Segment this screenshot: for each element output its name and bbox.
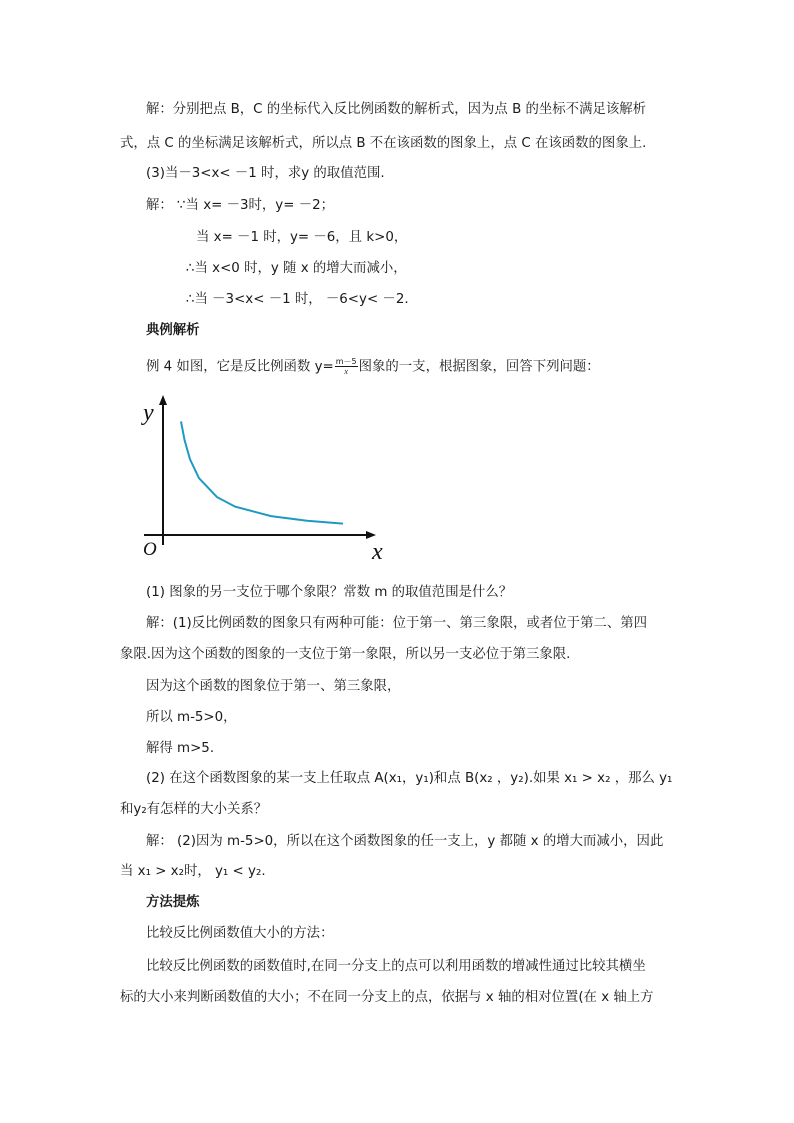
text-line: 象限.因为这个函数的图象的一支位于第一象限，所以另一支必位于第三象限. (120, 647, 571, 662)
text-line: 解： ∵当 x= －3时，y= －2； (146, 198, 334, 213)
text-segment: 例 4 如图，它是反比例函数 y= (146, 359, 334, 375)
fraction-denominator: x (344, 367, 348, 376)
text-line: ∴当 x<0 时，y 随 x 的增大而减小， (186, 261, 407, 276)
hyperbola-graph (140, 395, 400, 570)
text-line: 当 x= －1 时，y= －6，且 k>0， (196, 230, 408, 245)
text-line: 标的大小来判断函数值的大小；不在同一分支上的点，依据与 x 轴的相对位置(在 x 轴上方 (120, 990, 654, 1005)
origin-label: O (143, 539, 157, 560)
text-line: 解： (2)因为 m-5>0，所以在这个函数图象的任一支上，y 都随 x 的增大而减小，因此 (146, 834, 664, 849)
question-2: (2) 在这个函数图象的某一支上任取点 A(x₁，y₁)和点 B(x₂ ，y₂).如果 x₁ > x₂ ，那么 y₁ (146, 771, 673, 786)
question-3: (3)当－3<x< －1 时，求y 的取值范围. (146, 166, 385, 181)
text-line: 解得 m>5. (146, 741, 215, 756)
text-segment: 图象的一支，根据图象，回答下列问题： (358, 359, 600, 375)
text-line: 解：(1)反比例函数的图象只有两种可能：位于第一、第三象限，或者位于第二、第四 (146, 616, 648, 631)
text-line: 比较反比例函数的函数值时,在同一分支上的点可以利用函数的增减性通过比较其横坐 (146, 959, 646, 974)
fraction-numerator: m－5 (335, 357, 357, 366)
text-line: 比较反比例函数值大小的方法： (146, 926, 334, 941)
text-line: 当 x₁ > x₂时， y₁ < y₂. (120, 864, 266, 879)
section-heading: 典例解析 (146, 323, 200, 338)
text-line: ∴当 －3<x< －1 时， －6<y< －2. (186, 292, 409, 307)
question-1: (1) 图象的另一支位于哪个象限？常数 m 的取值范围是什么？ (146, 585, 513, 600)
hyperbola-branch (181, 421, 343, 523)
example-4 (146, 357, 600, 378)
x-axis-label: x (372, 539, 383, 565)
text-line: 式，点 C 的坐标满足该解析式，所以点 B 不在该函数的图象上，点 C 在该函数的图象上. (120, 136, 647, 151)
section-heading: 方法提炼 (146, 895, 200, 910)
text-line: 解：分别把点 B，C 的坐标代入反比例函数的解析式，因为点 B 的坐标不满足该解析 (146, 102, 647, 117)
y-axis-arrow (159, 395, 167, 405)
text-line: 和y₂有怎样的大小关系？ (120, 802, 268, 817)
text-line: 所以 m-5>0， (146, 710, 237, 725)
text-line: 因为这个函数的图象位于第一、第三象限， (146, 679, 401, 694)
fraction (335, 357, 358, 376)
y-axis-label: y (143, 400, 154, 426)
x-axis-arrow (366, 531, 376, 539)
